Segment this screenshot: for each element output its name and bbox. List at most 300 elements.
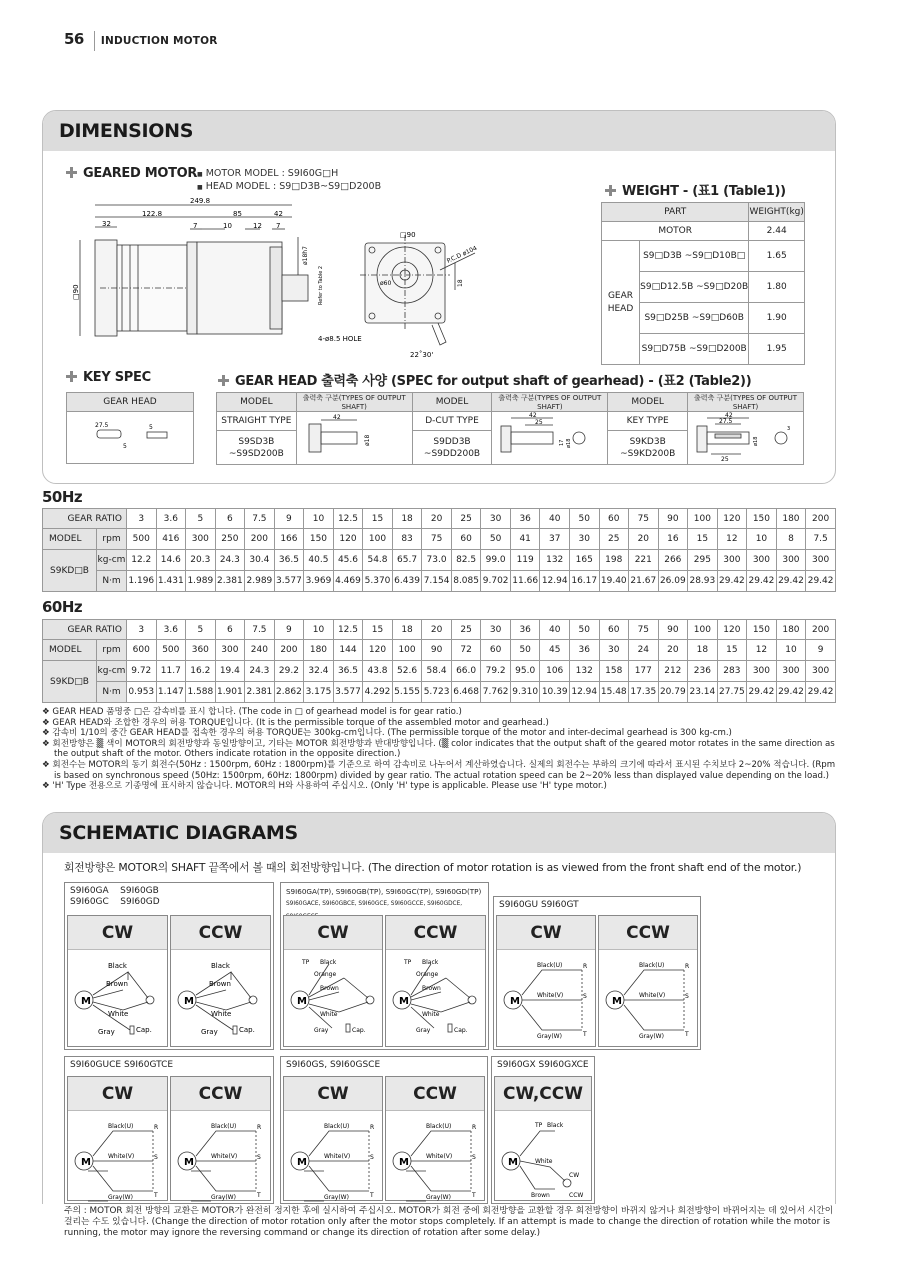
nm-cell: 29.42: [776, 571, 806, 592]
svg-text:85: 85: [233, 210, 242, 218]
nm-cell: 29.42: [747, 682, 777, 703]
nm-cell: 29.42: [806, 682, 836, 703]
ratio-cell: 75: [629, 509, 659, 529]
svg-text:10: 10: [223, 222, 232, 230]
ratio-cell: 5: [186, 620, 216, 640]
nm-cell: 12.94: [540, 571, 570, 592]
svg-text:T: T: [472, 1192, 476, 1199]
rpm-cell: 60: [451, 529, 481, 550]
page-number: 56: [64, 30, 84, 48]
kgcm-cell: 16.2: [186, 661, 216, 682]
svg-text:T: T: [685, 1031, 689, 1038]
svg-text:18: 18: [457, 279, 464, 287]
schematic-cell-6: [598, 915, 698, 1047]
kgcm-cell: 295: [688, 550, 718, 571]
rotation-label: CCW: [599, 916, 697, 950]
svg-text:Gray: Gray: [201, 1028, 218, 1036]
svg-text:P.C.D ø104: P.C.D ø104: [445, 244, 479, 265]
svg-text:Gray: Gray: [314, 1027, 329, 1034]
header-title: INDUCTION MOTOR: [100, 35, 218, 47]
svg-text:Gray(W): Gray(W): [426, 1194, 451, 1201]
notes: ❖ GEAR HEAD 품명중 □은 감속비를 표시 합니다. (The code in □ of gearhead model is for gear ratio.) ❖ GEAR HEAD와 조합한 경우의 허용 TORQUE입니다. (It is the permissible torque of the assembled motor and gearhead.) ❖ 감속비 1/10의 중간 GEAR HEAD를 접속한 경우의 허용 TORQUE는 300kg-cm입니다. (The permissible torque of the motor and inter-decimal gearhead is 300 kg-cm.) ❖ 회전방향은 ▒ 색이 MOTOR의 회전방향과 동일방향이고, 기타는 MOTOR 회전방향과 반대방향입니다. (▒ color indicates that the output shaft of the geared motor rotates in the same direction as the output shaft of the motor. Others indicate rotation in the opposite direction.) ❖ 회전수는 MOTOR의 동기 회전수(50Hz : 1500rpm, 60Hz : 1800rpm)를 기준으로 하여 감속비로 나누어서 계산하였습니다. 실제의 회전수는 부하의 크기에 따라서 표시된 수치보다 2~20% 적습니다. (Rpm is based on synchronous speed (50Hz: 1500rpm, 60Hz: 1800rpm) divided by gear ratio. The actual rotation speed can be 2~20% less than displayed value depending on the load.) ❖ 'H' Type 전용으로 기종명에 표시하지 않습니다. MOTOR의 H와 사용하여 주십시오. (Only 'H' type is applicable. Please use 'H' type motor.): [42, 707, 836, 792]
svg-text:42: 42: [724, 412, 733, 419]
svg-text:ø18: ø18: [364, 434, 372, 446]
rpm-cell: 12: [717, 529, 747, 550]
nm-cell: 1.196: [127, 571, 157, 592]
gear-head-spec-table: MODEL 출력축 구분(TYPES OF OUTPUT SHAFT) MODEL 출력축 구분(TYPES OF OUTPUT SHAFT) MODEL 출력축 구분(TYPES OF OUTPUT SHAFT) STRAIGHT TYPE 42 ø18 D-CUT TYPE 42 25 17 ø18 KEY TYPE 42 27.5 25 ø18 3 S9SD3B ~S9SD200B S9DD3B ~S9DD200B S9KD3B ~S9KD200B: [216, 392, 804, 465]
svg-text:Gray: Gray: [416, 1027, 431, 1034]
svg-text:T: T: [583, 1031, 587, 1038]
ratio-cell: 40: [540, 620, 570, 640]
svg-text:5: 5: [123, 443, 127, 450]
svg-text:S: S: [154, 1154, 158, 1161]
kgcm-cell: 82.5: [451, 550, 481, 571]
svg-text:17: 17: [558, 439, 565, 446]
kgcm-cell: 40.5: [304, 550, 334, 571]
svg-text:7: 7: [193, 222, 198, 230]
nm-cell: 1.431: [156, 571, 186, 592]
rpm-cell: 144: [333, 640, 363, 661]
ratio-cell: 12.5: [333, 509, 363, 529]
group-gx-gxce: S9I60GX S9I60GXCE: [491, 1056, 595, 1204]
ratio-cell: 15: [363, 620, 393, 640]
kgcm-cell: 300: [747, 550, 777, 571]
svg-text:M: M: [81, 996, 91, 1007]
key-spec-heading: KEY SPEC: [66, 370, 151, 385]
kgcm-cell: 266: [658, 550, 688, 571]
schematic-cell-8: [170, 1076, 271, 1201]
gear-head-label: GEAR HEAD: [602, 241, 640, 365]
svg-text:Black: Black: [547, 1122, 564, 1129]
svg-text:S: S: [685, 993, 689, 1000]
rotation-label: CW: [497, 916, 595, 950]
ratio-cell: 9: [274, 509, 304, 529]
kgcm-cell: 300: [717, 550, 747, 571]
svg-text:White: White: [422, 1011, 440, 1018]
nm-cell: 7.762: [481, 682, 511, 703]
ratio-cell: 25: [451, 509, 481, 529]
rpm-cell: 20: [658, 640, 688, 661]
svg-text:T: T: [154, 1192, 158, 1199]
head-model: ■ HEAD MODEL : S9□D3B~S9□D200B: [197, 181, 382, 192]
svg-text:4-ø8.5 HOLE: 4-ø8.5 HOLE: [318, 335, 362, 343]
svg-text:White(V): White(V): [211, 1153, 238, 1160]
rpm-cell: 41: [510, 529, 540, 550]
kgcm-cell: 106: [540, 661, 570, 682]
rpm-cell: 83: [392, 529, 422, 550]
rotation-label: CW,CCW: [495, 1077, 591, 1111]
kgcm-cell: 52.6: [392, 661, 422, 682]
svg-text:Black: Black: [211, 962, 230, 970]
svg-text:122.8: 122.8: [142, 210, 163, 218]
svg-text:Cap.: Cap.: [454, 1027, 468, 1034]
nm-cell: 12.94: [569, 682, 599, 703]
kgcm-cell: 73.0: [422, 550, 452, 571]
rpm-cell: 30: [599, 640, 629, 661]
svg-text:Gray: Gray: [98, 1028, 115, 1036]
geared-motor-heading: GEARED MOTOR: [66, 166, 197, 181]
ratio-cell: 20: [422, 509, 452, 529]
svg-text:Black: Black: [320, 959, 337, 966]
schematic-title: SCHEMATIC DIAGRAMS: [59, 822, 298, 844]
kgcm-cell: 221: [629, 550, 659, 571]
svg-text:Gray(W): Gray(W): [537, 1033, 562, 1040]
weight-table: PART WEIGHT(kg) MOTOR 2.44 GEAR HEAD S9□D3B ~S9□D10B□ 1.65 S9□D12.5B ~S9□D20B 1.80 S9□D25B ~S9□D60B 1.90 S9□D75B ~S9□D200B 1.95: [601, 202, 805, 365]
svg-text:25: 25: [720, 456, 729, 462]
rotation-label: CCW: [171, 1077, 270, 1111]
kgcm-cell: 236: [688, 661, 718, 682]
ratio-cell: 50: [569, 509, 599, 529]
nm-cell: 5.723: [422, 682, 452, 703]
kgcm-cell: 36.5: [274, 550, 304, 571]
svg-text:Cap.: Cap.: [136, 1026, 152, 1034]
schematic-cell-11: [494, 1076, 592, 1201]
svg-text:CCW: CCW: [569, 1192, 584, 1199]
svg-text:M: M: [399, 996, 409, 1007]
kgcm-cell: 32.4: [304, 661, 334, 682]
rpm-cell: 50: [510, 640, 540, 661]
svg-text:Gray(W): Gray(W): [324, 1194, 349, 1201]
nm-cell: 23.14: [688, 682, 718, 703]
ratio-cell: 12.5: [333, 620, 363, 640]
nm-cell: 9.702: [481, 571, 511, 592]
nm-cell: 10.39: [540, 682, 570, 703]
schematic-cell-10: [385, 1076, 485, 1201]
kgcm-cell: 14.6: [156, 550, 186, 571]
rpm-cell: 25: [599, 529, 629, 550]
ratio-cell: 18: [392, 620, 422, 640]
nm-cell: 8.085: [451, 571, 481, 592]
svg-text:M: M: [508, 1157, 518, 1168]
rpm-cell: 12: [747, 640, 777, 661]
rpm-cell: 60: [481, 640, 511, 661]
page-header: [64, 30, 218, 51]
svg-text:□90: □90: [400, 231, 416, 239]
svg-text:T: T: [257, 1192, 261, 1199]
rpm-cell: 120: [363, 640, 393, 661]
ratio-cell: 100: [688, 509, 718, 529]
nm-cell: 3.577: [333, 682, 363, 703]
ratio-cell: 6: [215, 509, 245, 529]
nm-cell: 3.175: [304, 682, 334, 703]
rpm-cell: 500: [156, 640, 186, 661]
group-gs-gsce: S9I60GS, S9I60GSCE: [280, 1056, 488, 1204]
nm-cell: 2.381: [245, 682, 275, 703]
kgcm-cell: 79.2: [481, 661, 511, 682]
nm-cell: 9.310: [510, 682, 540, 703]
nm-cell: 0.953: [127, 682, 157, 703]
svg-text:White: White: [211, 1010, 232, 1018]
kgcm-cell: 66.0: [451, 661, 481, 682]
rpm-cell: 180: [304, 640, 334, 661]
ratio-cell: 120: [717, 620, 747, 640]
rpm-cell: 360: [186, 640, 216, 661]
svg-text:Gray(W): Gray(W): [639, 1033, 664, 1040]
rpm-cell: 300: [215, 640, 245, 661]
nm-cell: 15.48: [599, 682, 629, 703]
footer-caution: 주의 : MOTOR 회전 방향의 교환은 MOTOR가 완전히 정지한 후에 실시하여 주십시오. MOTOR가 회전 중에 회전방향을 교환할 경우 회전방향이 바뀌지 않거나 회전방향이 바뀌어지는 데 있어서 시간이 걸리는 수도 있습니다. (Change the direction of motor rotation only after the motor stops completely. If an attempt is made to change the direction of rotation while the motor is running, the motor may ignore the reversing command or change its direction of rotation after some delay.): [64, 1206, 834, 1238]
dimensions-title: DIMENSIONS: [59, 120, 194, 142]
svg-text:3: 3: [786, 426, 790, 432]
kgcm-cell: 29.2: [274, 661, 304, 682]
rpm-cell: 600: [127, 640, 157, 661]
svg-text:TP: TP: [404, 959, 412, 966]
hz60-table: GEAR RATIO 3 3.6 5 6 7.5 9 10 12.5 15 18 20 25 30 36 40 50 60 75 90 100 120 150 180 200 MODEL rpm 600 500 360 300 240 200 180 144 120 100 90 72 60 50 45 36 30 24 20 18 15 12 10 9 S9KD□B kg-cm 9.72 11.7 16.2 19.4 24.3 29.2 32.4 36.5 43.8 52.6 58.4 66.0 79.2 95.0 106 132 158 177 212 236 283 300 300 300 N·m 0.953 1.147 1.588 1.901 2.381 2.862 3.175 3.577 4.292 5.155 5.723 6.468 7.762 9.310 10.39 12.94 15.48 17.35 20.79 23.14 27.75 29.42 29.42 29.42: [42, 619, 836, 703]
rotation-label: CCW: [386, 916, 485, 950]
svg-text:Black: Black: [108, 962, 127, 970]
rpm-cell: 150: [304, 529, 334, 550]
rotation-label: CCW: [171, 916, 270, 950]
kgcm-cell: 212: [658, 661, 688, 682]
ratio-cell: 20: [422, 620, 452, 640]
svg-text:R: R: [370, 1124, 375, 1131]
ratio-cell: 150: [747, 509, 777, 529]
svg-text:ø18h7: ø18h7: [302, 246, 309, 265]
svg-text:42: 42: [333, 414, 341, 421]
kgcm-cell: 24.3: [245, 661, 275, 682]
svg-text:R: R: [685, 963, 690, 970]
rpm-cell: 500: [127, 529, 157, 550]
svg-text:249.8: 249.8: [190, 197, 211, 205]
rpm-cell: 10: [776, 640, 806, 661]
svg-text:M: M: [297, 1157, 307, 1168]
nm-cell: 2.989: [245, 571, 275, 592]
kgcm-cell: 30.4: [245, 550, 275, 571]
nm-cell: 21.67: [629, 571, 659, 592]
svg-text:Brown: Brown: [320, 985, 339, 992]
schematic-cell-3: [283, 915, 383, 1047]
rpm-cell: 20: [629, 529, 659, 550]
svg-text:Gray(W): Gray(W): [108, 1194, 133, 1201]
schematic-cell-7: [67, 1076, 168, 1201]
kgcm-cell: 65.7: [392, 550, 422, 571]
kgcm-cell: 198: [599, 550, 629, 571]
rpm-cell: 45: [540, 640, 570, 661]
rpm-cell: 15: [688, 529, 718, 550]
kgcm-cell: 300: [776, 661, 806, 682]
schematic-intro: 회전방향은 MOTOR의 SHAFT 끝쪽에서 볼 때의 회전방향입니다. (The direction of motor rotation is as viewed from the front shaft end of the motor.): [64, 861, 802, 874]
nm-cell: 28.93: [688, 571, 718, 592]
rpm-cell: 416: [156, 529, 186, 550]
kgcm-cell: 132: [540, 550, 570, 571]
svg-text:White(V): White(V): [537, 992, 564, 999]
svg-text:ø18: ø18: [565, 438, 572, 448]
rpm-cell: 75: [422, 529, 452, 550]
rpm-cell: 8: [776, 529, 806, 550]
kgcm-cell: 12.2: [127, 550, 157, 571]
ratio-cell: 3.6: [156, 509, 186, 529]
ratio-cell: 5: [186, 509, 216, 529]
nm-cell: 29.42: [806, 571, 836, 592]
ratio-cell: 40: [540, 509, 570, 529]
svg-text:M: M: [184, 996, 194, 1007]
ratio-cell: 3: [127, 509, 157, 529]
rpm-cell: 100: [363, 529, 393, 550]
rpm-cell: 240: [245, 640, 275, 661]
svg-text:ø18: ø18: [752, 436, 759, 446]
svg-text:42: 42: [274, 210, 283, 218]
svg-text:Black: Black: [422, 959, 439, 966]
nm-cell: 1.588: [186, 682, 216, 703]
ratio-cell: 180: [776, 509, 806, 529]
svg-text:White: White: [535, 1158, 553, 1165]
ratio-cell: 36: [510, 509, 540, 529]
nm-cell: 3.969: [304, 571, 334, 592]
nm-cell: 2.862: [274, 682, 304, 703]
svg-text:Brown: Brown: [106, 980, 128, 988]
rpm-cell: 250: [215, 529, 245, 550]
svg-text:TP: TP: [302, 959, 310, 966]
nm-cell: 29.42: [717, 571, 747, 592]
nm-cell: 5.155: [392, 682, 422, 703]
svg-text:32: 32: [102, 220, 111, 228]
gear-head-spec-heading: GEAR HEAD 출력축 사양 (SPEC for output shaft of gearhead) - (표2 (Table2)): [218, 370, 751, 389]
svg-text:12: 12: [253, 222, 262, 230]
svg-text:S: S: [257, 1154, 261, 1161]
hz60-title: 60Hz: [42, 598, 83, 616]
nm-cell: 1.989: [186, 571, 216, 592]
rotation-label: CCW: [386, 1077, 484, 1111]
nm-cell: 19.40: [599, 571, 629, 592]
rotation-label: CW: [284, 916, 382, 950]
rpm-cell: 72: [451, 640, 481, 661]
rpm-cell: 18: [688, 640, 718, 661]
ratio-cell: 10: [304, 620, 334, 640]
rpm-cell: 7.5: [806, 529, 836, 550]
ratio-cell: 120: [717, 509, 747, 529]
svg-text:R: R: [472, 1124, 477, 1131]
svg-text:Brown: Brown: [531, 1192, 550, 1199]
svg-text:White: White: [320, 1011, 338, 1018]
motor-model: ■ MOTOR MODEL : S9I60G□H: [197, 168, 339, 179]
svg-text:□90: □90: [72, 284, 80, 300]
rpm-cell: 300: [186, 529, 216, 550]
nm-cell: 4.292: [363, 682, 393, 703]
kgcm-cell: 95.0: [510, 661, 540, 682]
svg-text:Cap.: Cap.: [352, 1027, 366, 1034]
ratio-cell: 25: [451, 620, 481, 640]
ratio-cell: 18: [392, 509, 422, 529]
svg-text:White(V): White(V): [426, 1153, 453, 1160]
nm-cell: 29.42: [747, 571, 777, 592]
svg-text:Brown: Brown: [209, 980, 231, 988]
ratio-cell: 9: [274, 620, 304, 640]
svg-text:27.5: 27.5: [95, 422, 109, 429]
nm-cell: 5.370: [363, 571, 393, 592]
schematic-cell-4: [385, 915, 486, 1047]
rpm-cell: 90: [422, 640, 452, 661]
kgcm-cell: 43.8: [363, 661, 393, 682]
svg-text:White: White: [108, 1010, 129, 1018]
rpm-cell: 30: [569, 529, 599, 550]
svg-text:7: 7: [276, 222, 281, 230]
svg-text:Black(U): Black(U): [108, 1123, 134, 1130]
nm-cell: 17.35: [629, 682, 659, 703]
svg-text:Black(U): Black(U): [639, 962, 665, 969]
schematic-cell-2: [170, 915, 271, 1047]
schematic-cell-1: [67, 915, 168, 1047]
rpm-cell: 120: [333, 529, 363, 550]
ratio-cell: 100: [688, 620, 718, 640]
ratio-cell: 6: [215, 620, 245, 640]
svg-text:M: M: [184, 1157, 194, 1168]
ratio-cell: 75: [629, 620, 659, 640]
kgcm-cell: 300: [806, 550, 836, 571]
rpm-cell: 36: [569, 640, 599, 661]
ratio-cell: 30: [481, 620, 511, 640]
ratio-cell: 60: [599, 620, 629, 640]
svg-text:Gray(W): Gray(W): [211, 1194, 236, 1201]
kgcm-cell: 165: [569, 550, 599, 571]
ratio-cell: 3.6: [156, 620, 186, 640]
svg-text:5: 5: [149, 424, 153, 431]
kgcm-cell: 132: [569, 661, 599, 682]
svg-text:S: S: [583, 993, 587, 1000]
weight-heading: WEIGHT - (표1 (Table1)): [605, 180, 786, 199]
kgcm-cell: 45.6: [333, 550, 363, 571]
kgcm-cell: 36.5: [333, 661, 363, 682]
nm-cell: 1.901: [215, 682, 245, 703]
rpm-cell: 15: [717, 640, 747, 661]
nm-cell: 26.09: [658, 571, 688, 592]
hz50-title: 50Hz: [42, 488, 83, 506]
nm-cell: 16.17: [569, 571, 599, 592]
svg-text:White(V): White(V): [324, 1153, 351, 1160]
nm-cell: 6.439: [392, 571, 422, 592]
key-spec-table: GEAR HEAD 27.5 5 5: [66, 392, 194, 464]
ratio-cell: 90: [658, 509, 688, 529]
rpm-cell: 200: [245, 529, 275, 550]
rotation-label: CW: [68, 916, 167, 950]
nm-cell: 27.75: [717, 682, 747, 703]
group-guce-gtce: S9I60GUCE S9I60GTCE: [64, 1056, 274, 1204]
kgcm-cell: 19.4: [215, 661, 245, 682]
group-gu-gt: S9I60GU S9I60GT: [493, 896, 701, 1050]
rpm-cell: 200: [274, 640, 304, 661]
svg-text:M: M: [81, 1157, 91, 1168]
svg-text:Orange: Orange: [314, 971, 337, 978]
svg-text:ø60: ø60: [380, 280, 392, 287]
rotation-label: CW: [284, 1077, 382, 1111]
ratio-cell: 7.5: [245, 620, 275, 640]
ratio-cell: 10: [304, 509, 334, 529]
rpm-cell: 166: [274, 529, 304, 550]
nm-cell: 6.468: [451, 682, 481, 703]
svg-text:Black(U): Black(U): [537, 962, 563, 969]
schematic-cell-9: [283, 1076, 383, 1201]
nm-cell: 7.154: [422, 571, 452, 592]
svg-text:R: R: [154, 1124, 159, 1131]
svg-text:R: R: [257, 1124, 262, 1131]
svg-text:TP: TP: [535, 1122, 543, 1129]
rpm-cell: 50: [481, 529, 511, 550]
kgcm-cell: 283: [717, 661, 747, 682]
svg-text:27.5: 27.5: [718, 418, 732, 425]
kgcm-cell: 9.72: [127, 661, 157, 682]
ratio-cell: 90: [658, 620, 688, 640]
svg-text:T: T: [370, 1192, 374, 1199]
geared-motor-drawing: [60, 195, 500, 370]
svg-text:M: M: [612, 996, 622, 1007]
ratio-cell: 30: [481, 509, 511, 529]
svg-text:CW: CW: [569, 1172, 580, 1179]
ratio-cell: 7.5: [245, 509, 275, 529]
nm-cell: 11.66: [510, 571, 540, 592]
kgcm-cell: 11.7: [156, 661, 186, 682]
svg-text:Black(U): Black(U): [211, 1123, 237, 1130]
kgcm-cell: 20.3: [186, 550, 216, 571]
rpm-cell: 37: [540, 529, 570, 550]
